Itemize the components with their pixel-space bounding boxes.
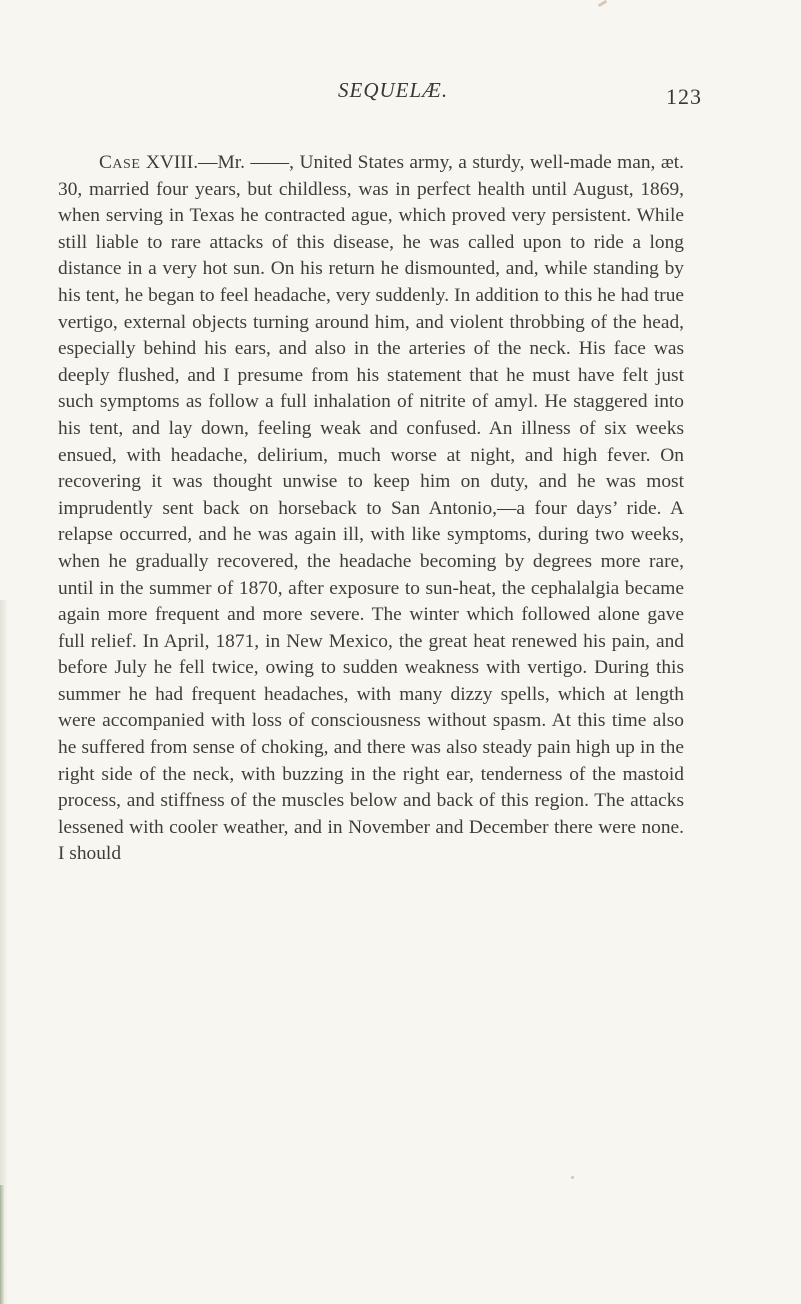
- body-text: [58, 150, 684, 868]
- paragraph-text: XVIII.—Mr. ——, United States army, a sturdy, well-made man, æt. 30, married four years, but childless, was in perfect health until August, 1869, when serving in Texas he contracted ague, which proved very persistent. While still liable to rare attacks of this disease, he was called upon to ride a long distance in a very hot sun. On his return he dismounted, and, while standing by his tent, he began to feel headache, very suddenly. In addition to this he had true vertigo, external objects turning around him, and violent throbbing of the head, especially behind his ears, and also in the arteries of the neck. His face was deeply flushed, and I presume from his statement that he must have felt just such symptoms as follow a full inhalation of nitrite of amyl. He staggered into his tent, and lay down, feeling weak and confused. An illness of six weeks ensued, with headache, delirium, much worse at night, and high fever. On recovering it was thought unwise to keep him on duty, and he was most imprudently sent back on horseback to San Antonio,—a four days’ ride. A relapse occurred, and he was again ill, with like symptoms, during two weeks, when he gradually recovered, the headache becoming by degrees more rare, until in the summer of 1870, after exposure to sun-heat, the cephalalgia became again more frequent and more severe. The winter which followed alone gave full relief. In April, 1871, in New Mexico, the great heat renewed his pain, and before July he fell twice, owing to sudden weakness with vertigo. During this summer he had frequent headaches, with many dizzy spells, which at length were accompanied with loss of consciousness without spasm. At this time also he suffered from sense of choking, and there was also steady pain high up in the right side of the neck, with buzzing in the right ear, tenderness of the mastoid process, and stiffness of the muscles below and back of this region. The attacks lessened with cooler weather, and in November and December there were none. I should: [58, 152, 684, 865]
- paper-mark: [598, 0, 607, 7]
- running-head: [0, 78, 801, 114]
- case-paragraph: [58, 150, 684, 868]
- page-binding-shadow: [0, 1185, 4, 1304]
- running-head-title: SEQUELÆ.: [338, 78, 449, 102]
- page-number: 123: [666, 84, 702, 109]
- case-label: Case: [99, 152, 141, 173]
- paper-speck: [571, 1176, 574, 1179]
